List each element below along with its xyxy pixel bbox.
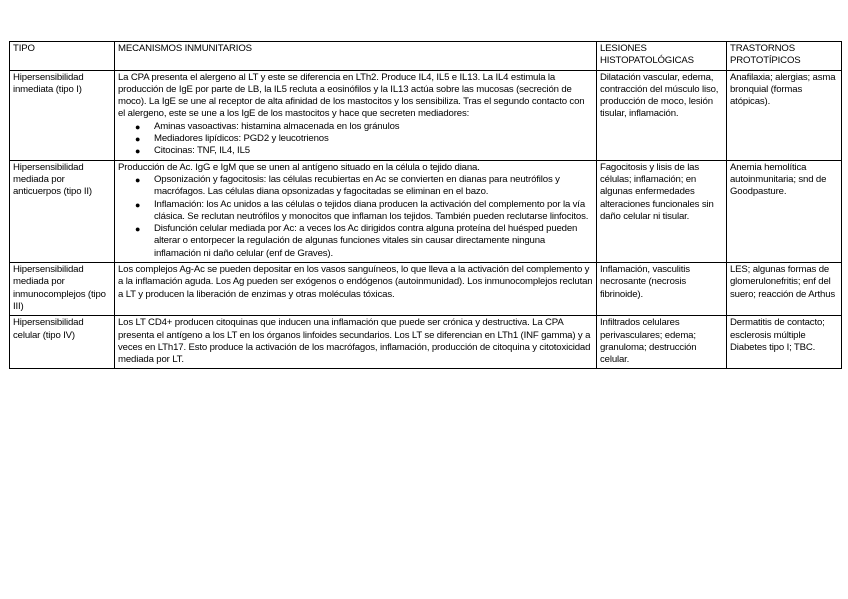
list-item: ● Opsonización y fagocitosis: las células recubiertas en Ac se convierten en dianas para neutrófilos y macrófagos. Las células diana opsonizadas y fagocitadas se eliminan en el bazo. [135, 173, 560, 198]
trastornos-cell: Anemia hemolítica autoinmunitaria; snd de Goodpasture. [727, 160, 842, 262]
table-row [10, 160, 842, 262]
mecanismo-cell: Los LT CD4+ producen citoquinas que inducen una inflamación que puede ser crónica y destructiva. La CPA presenta el antígeno a los LT en los órganos linfoides secundarios. Los LT se diferencian en LTh1 (INF gamma) y a veces en LTh17. Esto produce la activación de los macrófagos, inflamación, producción de citoquina y citotoxicidad mediada por LT. [115, 316, 597, 369]
trastornos-cell: LES; algunas formas de glomerulonefritis; enf del suero; reacción de Arthus [727, 263, 842, 316]
header-mecanismos: MECANISMOS INMUNITARIOS [115, 42, 597, 71]
document-page [9, 41, 841, 369]
table-row [10, 316, 842, 369]
list-item: ● Disfunción celular mediada por Ac: a veces los Ac dirigidos contra alguna proteína del huésped pueden alterar o entorpecer la regulación de algunas funciones vitales sin causar directamente ninguna inflamación ni daño celular (enf de Graves). [135, 223, 578, 259]
bullet-icon: ● [135, 134, 141, 145]
tipo-cell: Hipersensibilidad inmediata (tipo I) [10, 70, 115, 160]
list-item: ● Mediadores lipídicos: PGD2 y leucotrienos [135, 133, 329, 145]
table-row [10, 70, 842, 160]
mecanismo-cell [115, 70, 597, 160]
hypersensitivity-table [9, 41, 842, 369]
trastornos-cell: Anafilaxia; alergias; asma bronquial (formas atópicas). [727, 70, 842, 160]
bullet-icon: ● [135, 121, 141, 132]
header-lesiones: LESIONES HISTOPATOLÓGICAS [597, 42, 727, 71]
mecanismo-list [118, 174, 593, 260]
trastornos-cell: Dermatitis de contacto; esclerosis múltiple Diabetes tipo I; TBC. [727, 316, 842, 369]
table-row [10, 263, 842, 316]
mecanismo-cell [115, 160, 597, 262]
header-row [10, 42, 842, 71]
list-item: ● Citocinas: TNF, IL4, IL5 [135, 145, 250, 157]
bullet-icon: ● [135, 199, 141, 210]
bullet-icon: ● [135, 224, 141, 235]
tipo-cell: Hipersensibilidad celular (tipo IV) [10, 316, 115, 369]
lesiones-cell: Fagocitosis y lisis de las células; inflamación; en algunas enfermedades alteraciones funcionales sin daño celular ni tisular. [597, 160, 727, 262]
tipo-cell: Hipersensibilidad mediada por anticuerpos (tipo II) [10, 160, 115, 262]
header-tipo: TIPO [10, 42, 115, 71]
mecanismo-text: Producción de Ac. IgG e IgM que se unen al antígeno situado en la célula o tejido diana. [118, 161, 480, 173]
lesiones-cell: Infiltrados celulares perivasculares; edema; granuloma; destrucción celular. [597, 316, 727, 369]
bullet-icon: ● [135, 174, 141, 185]
mecanismo-cell: Los complejos Ag-Ac se pueden depositar en los vasos sanguíneos, lo que lleva a la activación del complemento y a la inflamación aguda. Los Ag pueden ser exógenos o endógenos (autoinmunidad). Los inmunocomplejos reclutan a LT y producen la liberación de enzimas y otras moléculas tóxicas. [115, 263, 597, 316]
tipo-cell: Hipersensibilidad mediada por inmunocomplejos (tipo III) [10, 263, 115, 316]
list-item: ● Aminas vasoactivas: histamina almacenada en los gránulos [135, 120, 400, 132]
mecanismo-text: La CPA presenta el alergeno al LT y este se diferencia en LTh2. Produce IL4, IL5 e IL13. La IL4 estimula la producción de IgE por parte de LB, la IL5 recluta a eosinófilos y la IL13 actúa sobre las mucosas (secreción de moco). La IgE se une al receptor de alta afinidad de los mastocitos y los sensibiliza. Tras el segundo contacto con el alergeno, este se une a los IgE de los mastocitos y hace que secreten mediadores: [118, 71, 585, 120]
header-trastornos: TRASTORNOS PROTOTÍPICOS [727, 42, 842, 71]
list-item: ● Inflamación: los Ac unidos a las células o tejidos diana producen la activación del complemento por la vía clásica. Se reclutan neutrófilos y monocitos que inflaman los tejidos. También pueden reclutarse linfocitos. [135, 198, 589, 222]
mecanismo-list [118, 121, 593, 158]
bullet-icon: ● [135, 146, 141, 157]
lesiones-cell: Dilatación vascular, edema, contracción del músculo liso, producción de moco, lesión tisular, inflamación. [597, 70, 727, 160]
lesiones-cell: Inflamación, vasculitis necrosante (necrosis fibrinoide). [597, 263, 727, 316]
